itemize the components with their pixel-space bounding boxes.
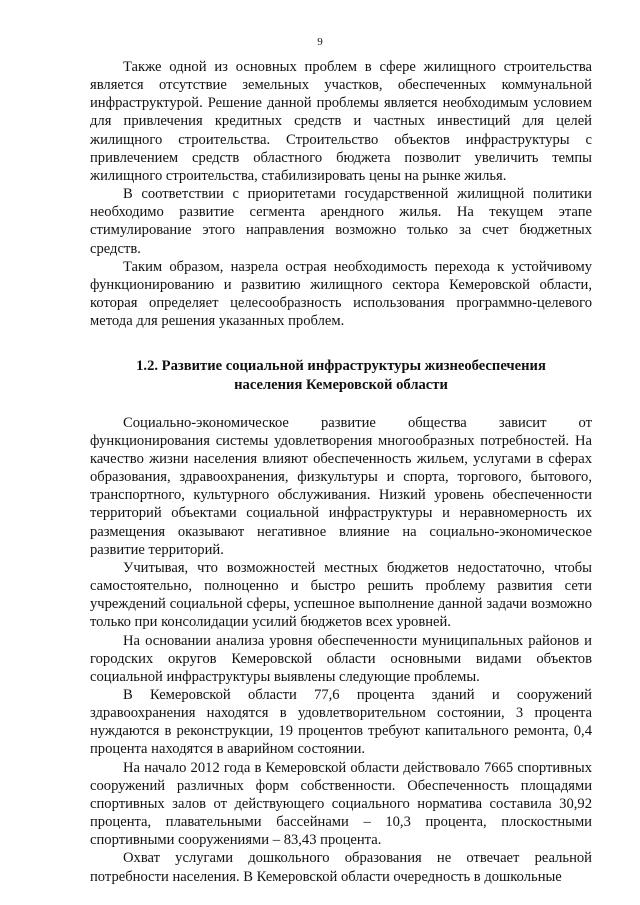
paragraph: Учитывая, что возможностей местных бюджетов недостаточно, чтобы самостоятельно, полноценно и быстро решить проблему развития сети учреждений социальной сферы, успешное выполнение данной задачи возможно только при консолидации усилий бюджетов всех уровней.	[90, 559, 592, 631]
section-heading-line: населения Кемеровской области	[234, 376, 448, 393]
paragraph: Таким образом, назрела острая необходимость перехода к устойчивому функционированию и развитию жилищного сектора Кемеровской области, которая определяет целесообразность использования программно-целевого метода для решения указанных проблем.	[90, 258, 592, 330]
document-body	[90, 58, 592, 886]
page-number: 9	[317, 36, 323, 48]
paragraph: На начало 2012 года в Кемеровской области действовало 7665 спортивных сооружений различных форм собственности. Обеспеченность площадями спортивных залов от действующего социального норматива составила 30,92 процента, плавательными бассейнами – 10,3 процента, плоскостными спортивными сооружениями – 83,43 процента.	[90, 759, 592, 849]
section-heading	[90, 357, 592, 393]
paragraph: В Кемеровской области 77,6 процента зданий и сооружений здравоохранения находятся в удовлетворительном состоянии, 3 процента нуждаются в реконструкции, 19 процентов требуют капитального ремонта, 0,4 процента находятся в аварийном состоянии.	[90, 687, 592, 758]
paragraph: Охват услугами дошкольного образования не отвечает реальной потребности населения. В Кемеровской области очередность в дошкольные	[90, 850, 592, 885]
paragraph: На основании анализа уровня обеспеченности муниципальных районов и городских округов Кемеровской области основными видами объектов социальной инфраструктуры выявлены следующие проблемы.	[90, 632, 592, 685]
paragraph: В соответствии с приоритетами государственной жилищной политики необходимо развитие сегмента арендного жилья. На текущем этапе стимулирование этого направления возможно только за счет бюджетных средств.	[90, 186, 592, 257]
paragraph: Также одной из основных проблем в сфере жилищного строительства является отсутствие земельных участков, обеспеченных коммунальной инфраструктурой. Решение данной проблемы является необходимым условием для привлечения кредитных средств и частных инвестиций для целей жилищного строительства. Строительство объектов инфраструктуры с привлечением средств областного бюджета позволит увеличить темпы жилищного строительства, стабилизировать цены на рынке жилья.	[90, 59, 592, 184]
paragraph: Социально-экономическое развитие общества зависит от функционирования системы удовлетворения многообразных потребностей. На качество жизни населения влияют обеспеченность жильем, услугами в сферах образования, здравоохранения, физкультуры и спорта, торгового, бытового, транспортного, культурного обслуживания. Низкий уровень обеспеченности территорий объектами социальной инфраструктуры и неравномерность их размещения оказывают негативное влияние на социально-экономическое развитие территорий.	[90, 414, 592, 558]
section-heading-line: 1.2. Развитие социальной инфраструктуры жизнеобеспечения	[136, 358, 546, 375]
